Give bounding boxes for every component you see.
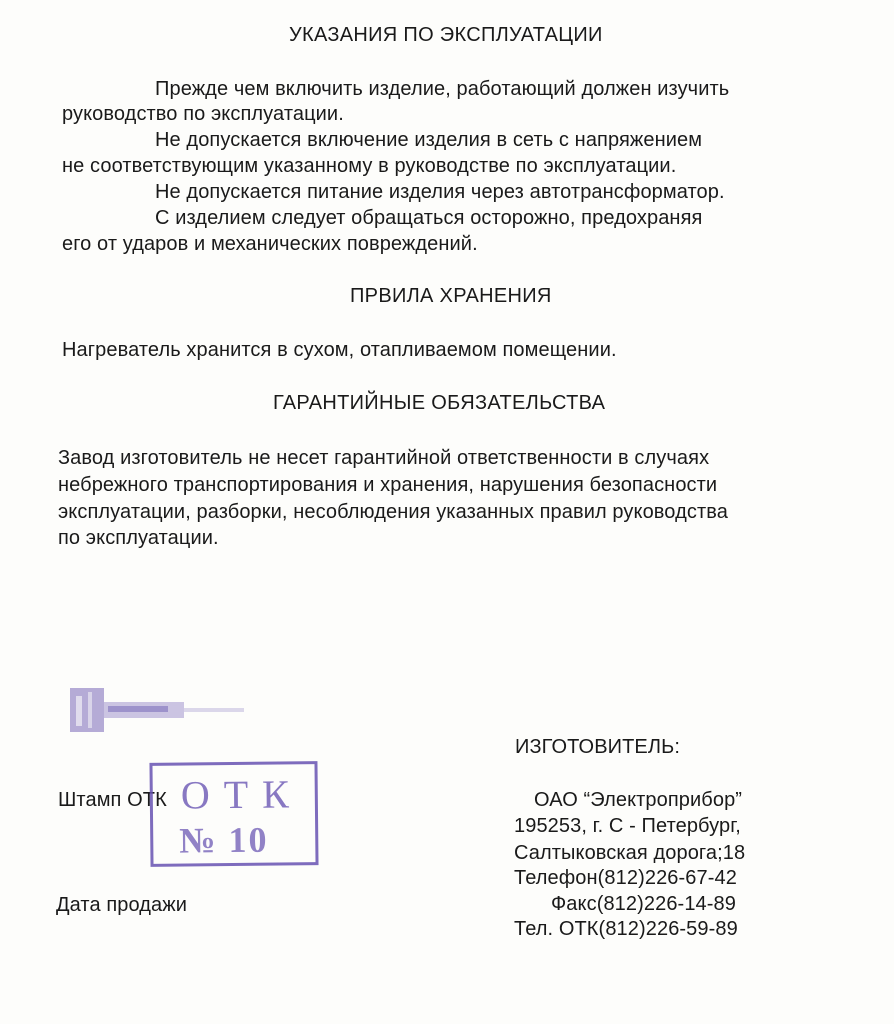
sale-date-label: Дата продажи (56, 894, 188, 916)
operation-line: Не допускается питание изделия через автотрансформатор. (155, 181, 725, 203)
warranty-line: эксплуатации, разборки, несоблюдения указанных правил руководства (58, 501, 728, 523)
operation-line: Не допускается включение изделия в сеть с напряжением (155, 129, 703, 151)
manufacturer-title: ИЗГОТОВИТЕЛЬ: (515, 736, 680, 758)
operation-title: УКАЗАНИЯ ПО ЭКСПЛУАТАЦИИ (289, 24, 603, 46)
operation-line: не соответствующим указанному в руководстве по эксплуатации. (62, 155, 677, 177)
stamp-row-number: № 10 (179, 819, 269, 861)
warranty-line: по эксплуатации. (58, 527, 219, 549)
ink-smudge (68, 684, 248, 736)
manufacturer-street: Салтыковская дорога;18 (514, 842, 746, 864)
operation-line: руководство по эксплуатации. (62, 103, 344, 125)
manufacturer-phone: Телефон(812)226-67-42 (514, 867, 737, 889)
stamp-label: Штамп ОТК (58, 789, 167, 811)
warranty-title: ГАРАНТИЙНЫЕ ОБЯЗАТЕЛЬСТВА (273, 392, 606, 414)
manufacturer-fax: Факс(812)226-14-89 (551, 893, 736, 915)
storage-title: ПРВИЛА ХРАНЕНИЯ (350, 285, 552, 307)
operation-line: С изделием следует обращаться осторожно, предохраняя (155, 207, 703, 229)
operation-line: его от ударов и механических повреждений. (62, 233, 478, 255)
manufacturer-company: ОАО “Электроприбор” (534, 789, 743, 811)
warranty-line: небрежного транспортирования и хранения, нарушения безопасности (58, 474, 718, 496)
operation-line: Прежде чем включить изделие, работающий должен изучить (155, 78, 730, 100)
stamp-row-otk: ОТК (180, 771, 304, 818)
storage-line: Нагреватель хранится в сухом, отапливаемом помещении. (62, 339, 617, 361)
manufacturer-postcode-city: 195253, г. С - Петербург, (514, 815, 741, 837)
manufacturer-otk-phone: Тел. ОТК(812)226-59-89 (514, 918, 738, 940)
warranty-line: Завод изготовитель не несет гарантийной ответственности в случаях (58, 447, 710, 469)
otk-stamp (149, 761, 318, 867)
